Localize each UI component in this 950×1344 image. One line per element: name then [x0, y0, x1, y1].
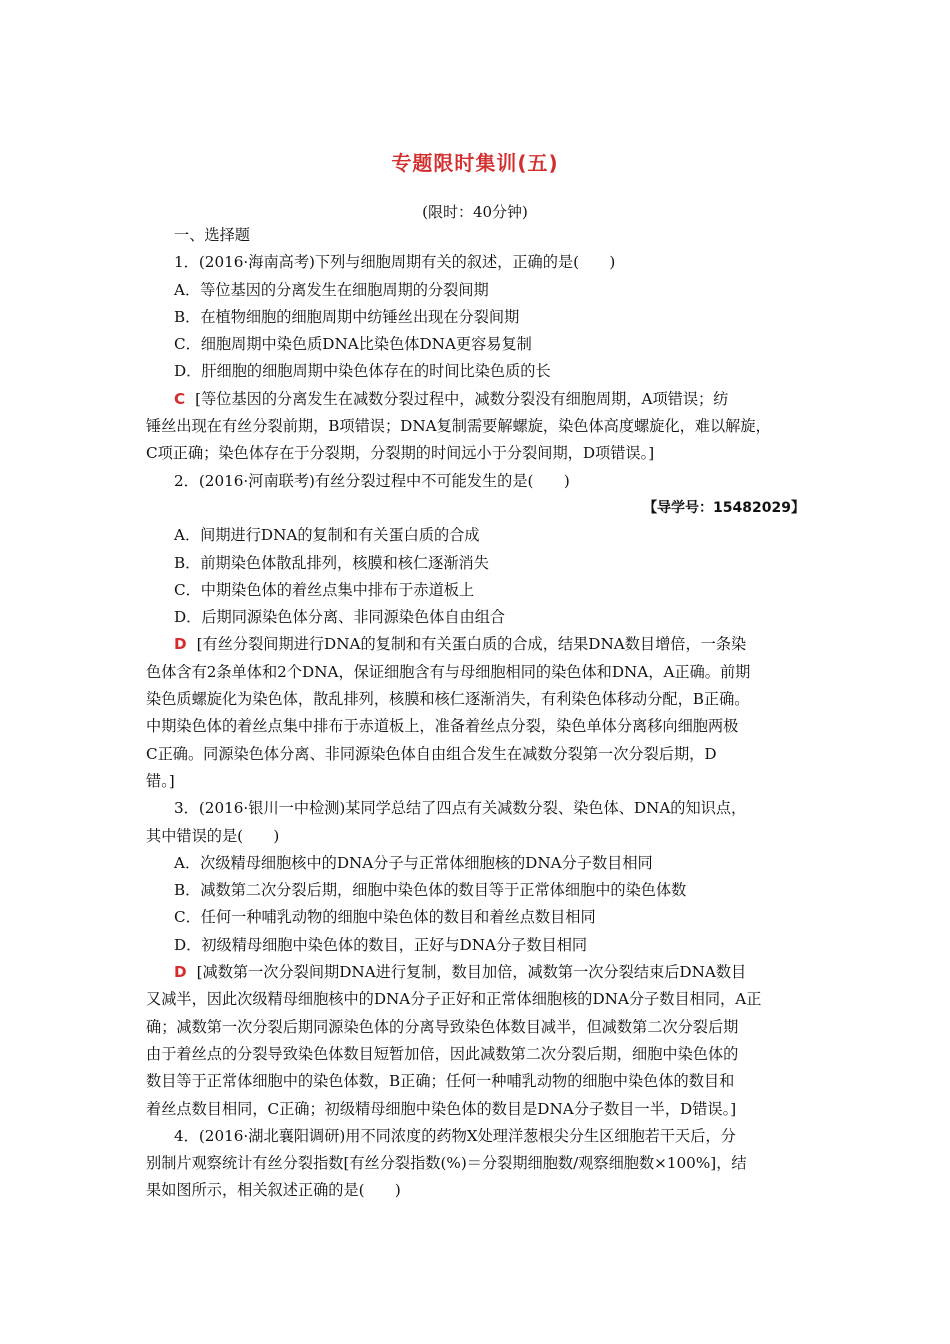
question-1-stem: 1．(2016·海南高考)下列与细胞周期有关的叙述，正确的是( ): [174, 253, 616, 272]
question-1-explanation-line: C项正确；染色体存在于分裂期，分裂期的时间远小于分裂间期，D项错误。]: [146, 444, 655, 463]
question-1-option-b: B．在植物细胞的细胞周期中纺锤丝出现在分裂间期: [174, 307, 520, 326]
question-4-stem: 4．(2016·湖北襄阳调研)用不同浓度的药物X处理洋葱根尖分生区细胞若干天后，分: [174, 1126, 736, 1145]
question-2-explanation-line: 中期染色体的着丝点集中排布于赤道板上，准备着丝点分裂，染色单体分离移向细胞两极: [146, 717, 739, 736]
question-2-explanation-line: 染色质螺旋化为染色体，散乱排列，核膜和核仁逐渐消失，有利染色体移动分配，B正确。: [146, 690, 750, 709]
time-limit: (限时：40分钟): [422, 203, 528, 221]
question-3-stem: 其中错误的是( ): [146, 826, 280, 845]
guide-number: 【导学号：15482029】: [643, 499, 805, 516]
question-3-option-d: D．初级精母细胞中染色体的数目，正好与DNA分子数目相同: [174, 935, 588, 954]
question-1-answer: C: [174, 389, 186, 408]
question-4-stem: 果如图所示，相关叙述正确的是( ): [146, 1181, 401, 1200]
question-2-option-c: C．中期染色体的着丝点集中排布于赤道板上: [174, 580, 475, 599]
question-3-stem: 3．(2016·银川一中检测)某同学总结了四点有关减数分裂、染色体、DNA的知识点，: [174, 799, 747, 818]
question-2-option-b: B．前期染色体散乱排列，核膜和核仁逐渐消失: [174, 553, 489, 572]
question-2-answer: D: [174, 635, 187, 654]
question-2-option-d: D．后期同源染色体分离、非同源染色体自由组合: [174, 608, 506, 627]
question-3-answer: D: [174, 963, 187, 982]
question-3-explanation-line: 又减半，因此次级精母细胞核中的DNA分子正好和正常体细胞核的DNA分子数目相同，A正: [146, 990, 762, 1009]
question-2-option-a: A．间期进行DNA的复制和有关蛋白质的合成: [174, 526, 480, 545]
question-3-explanation-line: 确；减数第一次分裂后期同源染色体的分离导致染色体数目减半，但减数第二次分裂后期: [146, 1017, 739, 1036]
question-2-explanation-line: 色体含有2条单体和2个DNA，保证细胞含有与母细胞相同的染色体和DNA，A正确。前期: [146, 662, 751, 681]
question-2-explanation-line: D [有丝分裂间期进行DNA的复制和有关蛋白质的合成，结果DNA数目增倍，一条染: [174, 635, 747, 654]
question-1-explanation-line: C [等位基因的分离发生在减数分裂过程中，减数分裂没有细胞周期，A项错误；纺: [174, 389, 729, 408]
question-1-option-c: C．细胞周期中染色质DNA比染色体DNA更容易复制: [174, 335, 532, 354]
question-2-explanation-line: 错。]: [146, 771, 175, 790]
question-3-option-b: B．减数第二次分裂后期，细胞中染色体的数目等于正常体细胞中的染色体数: [174, 881, 687, 900]
question-3-option-a: A．次级精母细胞核中的DNA分子与正常体细胞核的DNA分子数目相同: [174, 853, 653, 872]
page-title: 专题限时集训(五): [391, 151, 559, 175]
question-2-stem: 2．(2016·河南联考)有丝分裂过程中不可能发生的是( ): [174, 471, 570, 490]
question-1-explanation-line: 锤丝出现在有丝分裂前期，B项错误；DNA复制需要解螺旋，染色体高度螺旋化，难以解旋，: [146, 417, 771, 436]
question-3-option-c: C．任何一种哺乳动物的细胞中染色体的数目和着丝点数目相同: [174, 908, 596, 927]
question-1-option-a: A．等位基因的分离发生在细胞周期的分裂间期: [174, 280, 489, 299]
question-3-explanation-line: 数目等于正常体细胞中的染色体数，B正确；任何一种哺乳动物的细胞中染色体的数目和: [146, 1072, 735, 1091]
question-4-stem: 别制片观察统计有丝分裂指数[有丝分裂指数(%)＝分裂期细胞数/观察细胞数×100%]，结: [146, 1154, 747, 1173]
question-3-explanation-line: D [减数第一次分裂间期DNA进行复制，数目加倍，减数第一次分裂结束后DNA数目: [174, 963, 747, 982]
question-3-explanation-line: 着丝点数目相同，C正确；初级精母细胞中染色体的数目是DNA分子数目一半，D错误。]: [146, 1099, 737, 1118]
question-1-option-d: D．肝细胞的细胞周期中染色体存在的时间比染色质的长: [174, 362, 551, 381]
content: [146, 222, 811, 1205]
question-3-explanation-line: 由于着丝点的分裂导致染色体数目短暂加倍，因此减数第二次分裂后期，细胞中染色体的: [146, 1044, 739, 1063]
section-heading: 一、选择题: [174, 226, 250, 244]
question-2-explanation-line: C正确。同源染色体分离、非同源染色体自由组合发生在减数分裂第一次分裂后期，D: [146, 744, 717, 763]
